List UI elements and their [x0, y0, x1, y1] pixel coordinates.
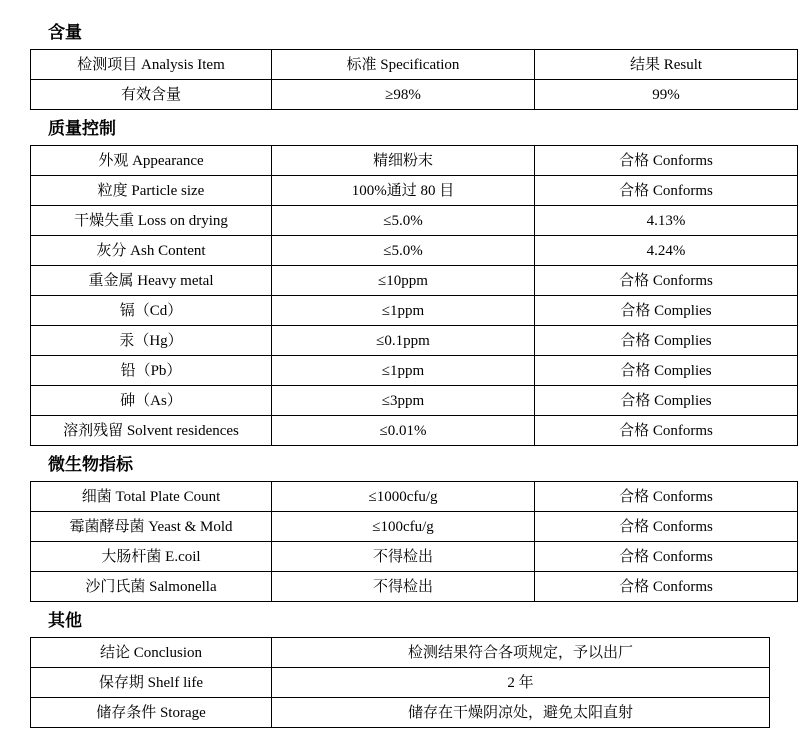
table-cell: 2 年 [272, 668, 770, 698]
table-cell: 外观 Appearance [31, 146, 272, 176]
table-cell: 粒度 Particle size [31, 176, 272, 206]
table-cell: 霉菌酵母菌 Yeast & Mold [31, 512, 272, 542]
table-cell: 合格 Conforms [535, 176, 798, 206]
table-cell: 结论 Conclusion [31, 638, 272, 668]
table-row [31, 512, 798, 542]
section-title-quality-control: 质量控制 [48, 119, 116, 138]
table-row [31, 236, 798, 266]
content-table [30, 49, 798, 110]
table-cell: ≤0.1ppm [272, 326, 535, 356]
table-cell: 合格 Conforms [535, 146, 798, 176]
table-cell: 99% [535, 80, 798, 110]
table-cell: 合格 Conforms [535, 266, 798, 296]
table-cell: 储存在干燥阴凉处，避免太阳直射 [272, 698, 770, 728]
table-cell: 4.24% [535, 236, 798, 266]
table-cell: 镉（Cd） [31, 296, 272, 326]
table-cell: 标准 Specification [272, 50, 535, 80]
table-cell: ≤1ppm [272, 296, 535, 326]
table-cell: 合格 Conforms [535, 572, 798, 602]
table-row [31, 80, 798, 110]
table-cell: 储存条件 Storage [31, 698, 272, 728]
section-title-microbiology: 微生物指标 [48, 455, 133, 474]
table-row [31, 386, 798, 416]
table-cell: ≤1000cfu/g [272, 482, 535, 512]
table-cell: ≤5.0% [272, 236, 535, 266]
table-row [31, 542, 798, 572]
table-cell: 不得检出 [272, 572, 535, 602]
table-cell: 合格 Complies [535, 386, 798, 416]
table-row [31, 206, 798, 236]
table-cell: 重金属 Heavy metal [31, 266, 272, 296]
table-cell: 合格 Conforms [535, 482, 798, 512]
table-cell: ≤10ppm [272, 266, 535, 296]
table-cell: 汞（Hg） [31, 326, 272, 356]
table-cell: 不得检出 [272, 542, 535, 572]
table-cell: ≤5.0% [272, 206, 535, 236]
table-row [31, 698, 770, 728]
quality-control-section [30, 118, 770, 446]
other-section [30, 610, 770, 728]
table-row [31, 296, 798, 326]
quality-control-table [30, 145, 798, 446]
table-row [31, 326, 798, 356]
section-title-other: 其他 [48, 611, 82, 630]
table-row [31, 356, 798, 386]
table-cell: 干燥失重 Loss on drying [31, 206, 272, 236]
table-row [31, 638, 770, 668]
table-cell: 合格 Complies [535, 356, 798, 386]
table-cell: ≥98% [272, 80, 535, 110]
table-cell: 合格 Conforms [535, 512, 798, 542]
table-cell: 铅（Pb） [31, 356, 272, 386]
table-cell: 保存期 Shelf life [31, 668, 272, 698]
table-cell: 灰分 Ash Content [31, 236, 272, 266]
table-cell: 检测项目 Analysis Item [31, 50, 272, 80]
microbiology-section [30, 454, 770, 602]
table-row [31, 668, 770, 698]
table-cell: ≤3ppm [272, 386, 535, 416]
table-cell: 100%通过 80 目 [272, 176, 535, 206]
table-cell: 4.13% [535, 206, 798, 236]
table-cell: 合格 Complies [535, 296, 798, 326]
table-cell: 合格 Conforms [535, 542, 798, 572]
table-cell: 有效含量 [31, 80, 272, 110]
table-cell: ≤100cfu/g [272, 512, 535, 542]
table-cell: 细菌 Total Plate Count [31, 482, 272, 512]
table-cell: ≤0.01% [272, 416, 535, 446]
table-row [31, 416, 798, 446]
table-cell: 合格 Conforms [535, 416, 798, 446]
table-cell: 合格 Complies [535, 326, 798, 356]
table-cell: 检测结果符合各项规定，予以出厂 [272, 638, 770, 668]
table-cell: 沙门氏菌 Salmonella [31, 572, 272, 602]
table-row [31, 176, 798, 206]
table-cell: 精细粉末 [272, 146, 535, 176]
table-cell: 结果 Result [535, 50, 798, 80]
table-row [31, 266, 798, 296]
table-row [31, 482, 798, 512]
table-cell: ≤1ppm [272, 356, 535, 386]
table-cell: 溶剂残留 Solvent residences [31, 416, 272, 446]
table-cell: 砷（As） [31, 386, 272, 416]
section-title-content: 含量 [48, 23, 82, 42]
table-row [31, 572, 798, 602]
other-table [30, 637, 770, 728]
table-cell: 大肠杆菌 E.coil [31, 542, 272, 572]
microbiology-table [30, 481, 798, 602]
content-section [30, 22, 770, 110]
table-row [31, 146, 798, 176]
table-row [31, 50, 798, 80]
